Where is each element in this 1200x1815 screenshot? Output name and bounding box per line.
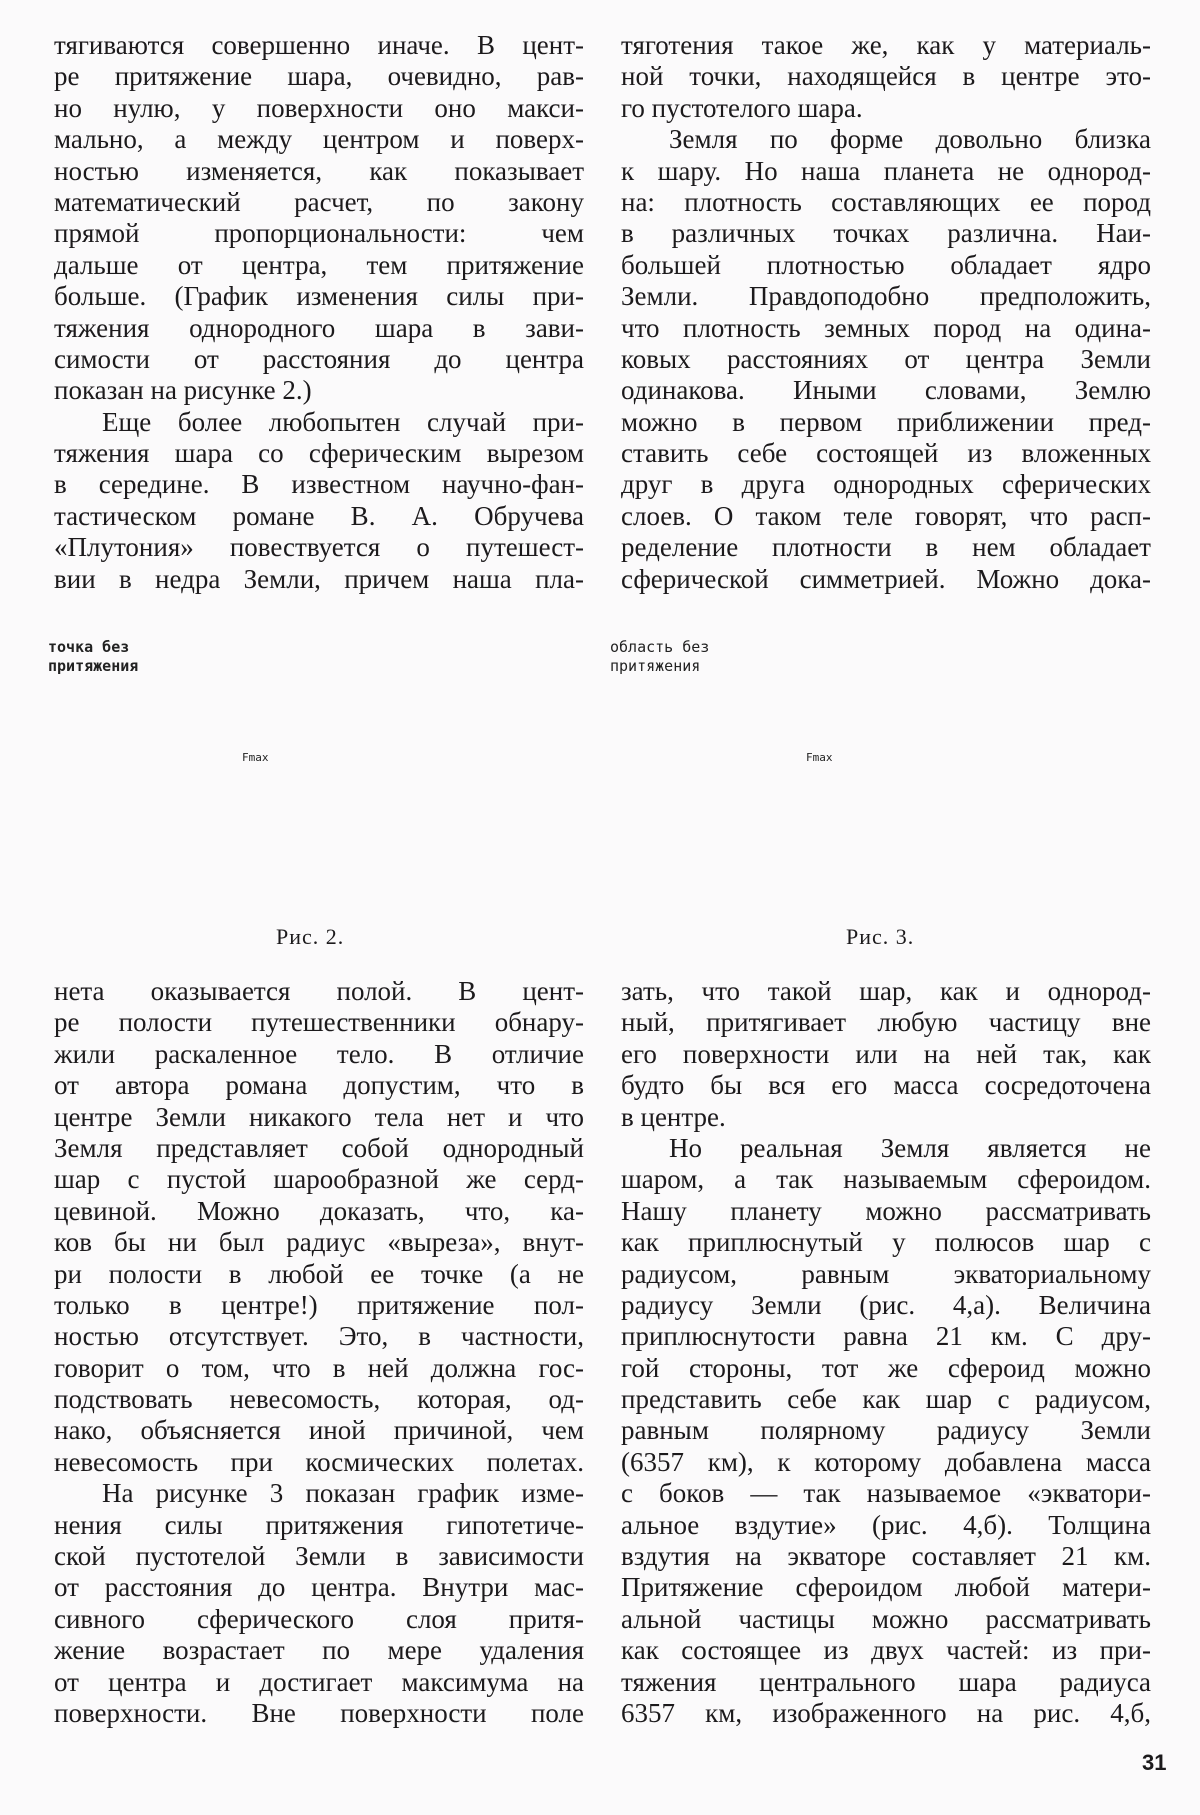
text-line: в середине. В известном научно-фан- [54, 469, 584, 500]
label-line: область без [610, 638, 710, 656]
text-line: как приплюснутый у полюсов шар с [621, 1227, 1151, 1258]
text-line: Нашу планету можно рассматривать [621, 1195, 1151, 1226]
text-line: ной точки, находящейся в центре это- [621, 61, 1151, 92]
text-line: тастическом романе В. А. Обручева [54, 500, 584, 531]
text-line: только в центре!) притяжение пол- [54, 1289, 584, 1320]
text-column-top-right [621, 30, 1151, 595]
text-line: но нулю, у поверхности оно макси- [54, 92, 584, 123]
text-line: жение возрастает по мере удаления [54, 1635, 584, 1666]
text-line: большей плотностью обладает ядро [621, 249, 1151, 280]
text-line: радиусу Земли (рис. 4,а). Величина [621, 1289, 1151, 1320]
text-line: в различных точках различна. Наи- [621, 218, 1151, 249]
text-line: Притяжение сфероидом любой матери- [621, 1572, 1151, 1603]
text-line: Земля представляет собой однородный [54, 1132, 584, 1163]
text-line: симости от расстояния до центра [54, 343, 584, 374]
text-line: ный, притягивает любую частицу вне [621, 1007, 1151, 1038]
text-line: цевиной. Можно доказать, что, ка- [54, 1195, 584, 1226]
label-line: притяжения [610, 657, 701, 675]
text-column-top-left [54, 30, 584, 595]
text-line: 6357 км, изображенного на рис. 4,б, [621, 1697, 1151, 1728]
text-line: ределение плотности в нем обладает [621, 532, 1151, 563]
text-line: ре полости путешественники обнару- [54, 1007, 584, 1038]
figure-2-caption: Рис. 2. [276, 924, 345, 949]
text-line: к шару. Но наша планета не однород- [621, 155, 1151, 186]
text-line: ностью отсутствует. Это, в частности, [54, 1321, 584, 1352]
text-line: Земли. Правдоподобно предположить, [621, 281, 1151, 312]
text-line: невесомость при космических полетах. [54, 1446, 584, 1477]
text-line: на: плотность составляющих ее пород [621, 186, 1151, 217]
text-line: сферической симметрией. Можно дока- [621, 563, 1151, 594]
text-line: центре Земли никакого тела нет и что [54, 1101, 584, 1132]
text-line: ской пустотелой Земли в зависимости [54, 1541, 584, 1572]
text-line: гой стороны, тот же сфероид можно [621, 1352, 1151, 1383]
page-number: 31 [1142, 1750, 1167, 1775]
text-line: (6357 км), к которому добавлена масса [621, 1446, 1151, 1477]
text-line: тяжения шара со сферическим вырезом [54, 438, 584, 469]
text-line: тяготения такое же, как у материаль- [621, 30, 1151, 60]
text-line: тяжения центрального шара радиуса [621, 1666, 1151, 1697]
text-line: приплюснутости равна 21 км. С дру- [621, 1321, 1151, 1352]
text-line: представить себе как шар с радиусом, [621, 1384, 1151, 1415]
figure-3-label [610, 638, 709, 676]
text-line: показан на рисунке 2.) [54, 375, 312, 406]
text-line: вии в недра Земли, причем наша пла- [54, 563, 584, 594]
text-line: Земля по форме довольно близка [669, 124, 1151, 155]
text-line: Еще более любопытен случай при- [102, 406, 584, 437]
text-line: нения силы притяжения гипотетиче- [54, 1509, 584, 1540]
text-line: с боков — так называемое «экватори- [621, 1478, 1151, 1509]
text-line: больше. (График изменения силы при- [54, 281, 584, 312]
text-line: ри полости в любой ее точке (а не [54, 1258, 584, 1289]
text-line: шаром, а так называемым сфероидом. [621, 1164, 1151, 1195]
text-line: На рисунке 3 показан график изме- [102, 1478, 584, 1509]
text-line: вздутия на экваторе составляет 21 км. [621, 1541, 1151, 1572]
text-line: «Плутония» повествуется о путешест- [54, 532, 584, 563]
figures [0, 600, 1200, 960]
figure-2-label [48, 638, 138, 676]
text-line: ре притяжение шара, очевидно, рав- [54, 61, 584, 92]
text-line: друг в друга однородных сферических [621, 469, 1151, 500]
text-line: дальше от центра, тем притяжение [54, 249, 584, 280]
text-line: подствовать невесомость, которая, од- [54, 1384, 584, 1415]
text-line: тягиваются совершенно иначе. В цент- [54, 30, 584, 60]
fmax-label: Fmax [242, 751, 269, 764]
text-line: его поверхности или на ней так, как [621, 1038, 1151, 1069]
text-line: что плотность земных пород на одина- [621, 312, 1151, 343]
label-line: притяжения [48, 657, 139, 675]
text-line: можно в первом приближении пред- [621, 406, 1151, 437]
text-line: равным полярному радиусу Земли [621, 1415, 1151, 1446]
text-line: альной частицы можно рассматривать [621, 1603, 1151, 1634]
text-line: как состоящее из двух частей: из при- [621, 1635, 1151, 1666]
text-line: альное вздутие» (рис. 4,б). Толщина [621, 1509, 1151, 1540]
text-line: го пустотелого шара. [621, 92, 863, 123]
text-line: нета оказывается полой. В цент- [54, 976, 584, 1006]
text-line: зать, что такой шар, как и однород- [621, 976, 1151, 1006]
text-line: в центре. [621, 1101, 726, 1132]
text-line: ковых расстояниях от центра Земли [621, 343, 1151, 374]
text-line: математический расчет, по закону [54, 186, 584, 217]
text-line: слоев. О таком теле говорят, что расп- [621, 500, 1151, 531]
fmax-label: Fmax [806, 751, 833, 764]
text-column-bottom-left [54, 976, 584, 1729]
text-line: сивного сферического слоя притя- [54, 1603, 584, 1634]
text-line: жили раскаленное тело. В отличие [54, 1038, 584, 1069]
text-column-bottom-right [621, 976, 1151, 1729]
text-line: от автора романа допустим, что в [54, 1070, 584, 1101]
text-line: шар с пустой шарообразной же серд- [54, 1164, 584, 1195]
text-line: будто бы вся его масса сосредоточена [621, 1070, 1151, 1101]
text-line: ностью изменяется, как показывает [54, 155, 584, 186]
text-line: от расстояния до центра. Внутри мас- [54, 1572, 584, 1603]
text-line: поверхности. Вне поверхности поле [54, 1697, 584, 1728]
text-line: тяжения однородного шара в зави- [54, 312, 584, 343]
text-line: прямой пропорциональности: чем [54, 218, 584, 249]
figure-3-caption: Рис. 3. [846, 924, 915, 949]
text-line: Но реальная Земля является не [669, 1132, 1151, 1163]
text-line: от центра и достигает максимума на [54, 1666, 584, 1697]
text-line: говорит о том, что в ней должна гос- [54, 1352, 584, 1383]
text-line: одинакова. Иными словами, Землю [621, 375, 1151, 406]
text-line: нако, объясняется иной причиной, чем [54, 1415, 584, 1446]
text-line: радиусом, равным экваториальному [621, 1258, 1151, 1289]
label-line: точка без [48, 638, 130, 656]
text-line: ков бы ни был радиус «выреза», внут- [54, 1227, 584, 1258]
text-line: мально, а между центром и поверх- [54, 124, 584, 155]
text-line: ставить себе состоящей из вложенных [621, 438, 1151, 469]
